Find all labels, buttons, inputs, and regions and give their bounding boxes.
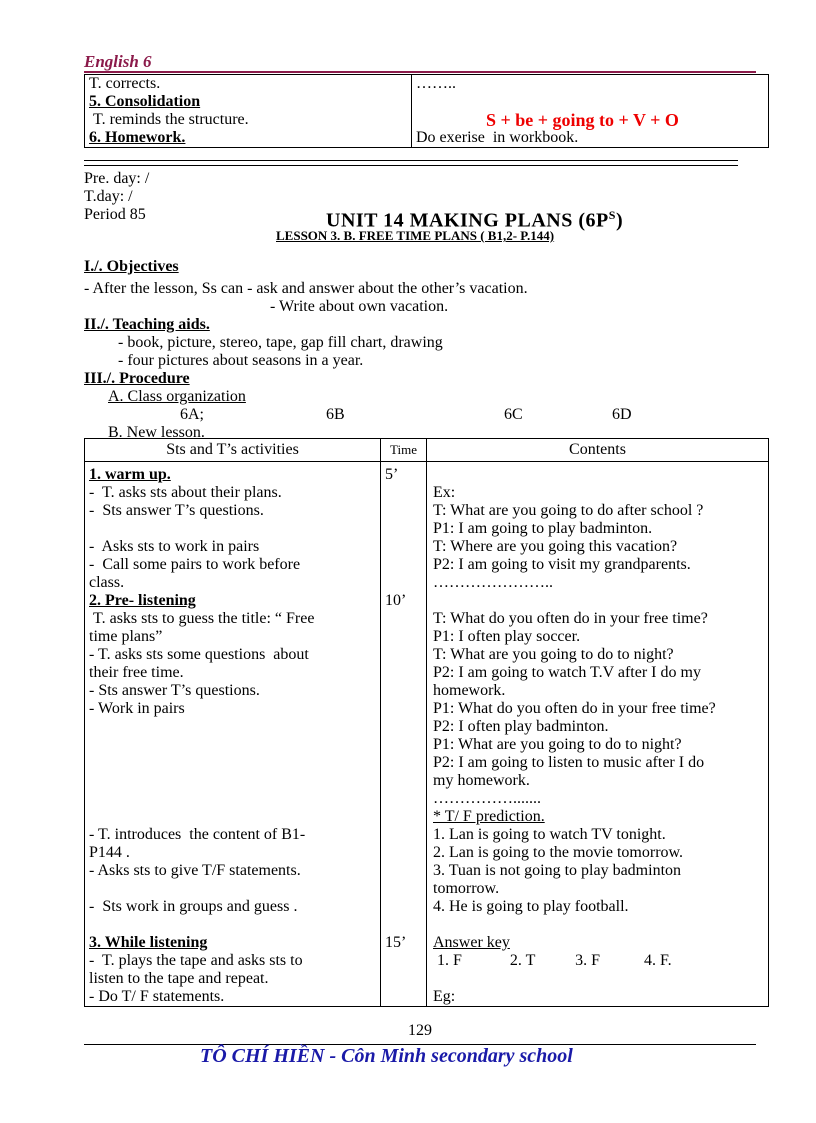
activity-line: - Do T/ F statements. <box>89 988 225 1005</box>
separator-line <box>84 160 738 161</box>
activity-line <box>89 790 376 808</box>
content-line: 3. Tuan is not going to play badminton <box>433 862 682 879</box>
activity-line <box>89 520 376 538</box>
content-line: 2. Lan is going to the movie tomorrow. <box>433 844 684 861</box>
time-value <box>385 736 422 754</box>
activity-line: 2. Pre- listening <box>89 592 196 609</box>
content-line: P2: I am going to listen to music after I do <box>433 754 705 771</box>
time-value <box>385 718 422 736</box>
teaching-aid-item: - four pictures about seasons in a year. <box>118 352 364 369</box>
previous-lesson-table <box>84 74 769 148</box>
table-header-row <box>85 439 769 462</box>
time-value <box>385 808 422 826</box>
time-value <box>385 556 422 574</box>
column-header-activities: Sts and T’s activities <box>85 439 381 462</box>
time-value <box>385 664 422 682</box>
column-header-contents: Contents <box>427 439 769 462</box>
time-value <box>385 646 422 664</box>
activity-line <box>89 718 376 736</box>
previous-line: T. corrects. <box>89 75 161 92</box>
class-name: 6C <box>504 406 523 423</box>
lesson-title: LESSON 3. B. FREE TIME PLANS ( B1,2- P.144) <box>276 228 555 243</box>
content-line: T: What are you going to do to night? <box>433 646 674 663</box>
content-line: T: Where are you going this vacation? <box>433 538 678 555</box>
activity-line <box>89 880 376 898</box>
content-line: P2: I am going to visit my grandparents. <box>433 556 691 573</box>
content-line: Answer key <box>433 934 510 951</box>
activity-line: - Call some pairs to work before <box>89 556 301 573</box>
unit-title: UNIT 14 MAKING PLANS $(6P^S)$ <box>326 208 624 232</box>
objectives-heading: I./. Objectives <box>84 258 179 275</box>
structure-formula: S + be + going to + V + O <box>486 110 679 130</box>
objectives-line: - After the lesson, Ss can - ask and answer about the other’s vacation. <box>84 280 528 297</box>
activity-line: their free time. <box>89 664 184 681</box>
activity-line: - T. introduces the content of B1- <box>89 826 306 843</box>
content-line <box>433 592 762 610</box>
time-value: 10’ <box>385 592 407 609</box>
content-line: tomorrow. <box>433 880 500 897</box>
activity-line: - Asks sts to give T/F statements. <box>89 862 301 879</box>
homework-text: Do exerise in workbook. <box>416 129 579 146</box>
period: Period 85 <box>84 206 146 223</box>
footer-author: TÔ CHÍ HIỀN - Côn Minh secondary school <box>200 1045 573 1067</box>
content-line: P1: What do you often do in your free time? <box>433 700 716 717</box>
objectives-line: - Write about own vacation. <box>270 298 449 315</box>
content-line: 1. F 2. T 3. F 4. F. <box>433 952 672 969</box>
procedure-heading: III./. Procedure <box>84 370 190 387</box>
consolidation-heading: 5. Consolidation <box>89 93 201 110</box>
content-line: P2: I often play badminton. <box>433 718 609 735</box>
time-value: 5’ <box>385 466 399 483</box>
activity-line: 3. While listening <box>89 934 208 951</box>
page-number: 129 <box>408 1022 432 1039</box>
previous-right-cell <box>412 75 769 148</box>
activity-line <box>89 772 376 790</box>
activities-cell <box>85 462 381 1007</box>
class-name: 6B <box>326 406 345 423</box>
time-value <box>385 844 422 862</box>
activity-line <box>89 808 376 826</box>
content-line: 1. Lan is going to watch TV tonight. <box>433 826 666 843</box>
activity-line: T. asks sts to guess the title: “ Free <box>89 610 315 627</box>
homework-heading: 6. Homework. <box>89 129 186 146</box>
activity-line: - T. plays the tape and asks sts to <box>89 952 303 969</box>
ellipsis: …….. <box>416 75 456 92</box>
time-value <box>385 862 422 880</box>
time-value <box>385 898 422 916</box>
previous-left-cell <box>85 75 412 148</box>
activity-line <box>89 754 376 772</box>
activity-line: - Sts work in groups and guess . <box>89 898 298 915</box>
previous-line: T. reminds the structure. <box>89 111 249 128</box>
content-line: T: What do you often do in your free time? <box>433 610 708 627</box>
time-value <box>385 502 422 520</box>
class-name: 6D <box>612 406 632 423</box>
time-value <box>385 700 422 718</box>
activity-line: - Work in pairs <box>89 700 185 717</box>
content-line: Ex: <box>433 484 456 501</box>
time-value: 15’ <box>385 934 407 951</box>
content-line: * T/ F prediction. <box>433 808 545 825</box>
content-line: homework. <box>433 682 506 699</box>
activity-line: class. <box>89 574 125 591</box>
time-value <box>385 520 422 538</box>
table-body-row <box>85 462 769 1007</box>
lesson-table <box>84 438 769 1007</box>
contents-cell <box>427 462 769 1007</box>
pre-day: Pre. day: / <box>84 170 150 187</box>
column-header-time: Time <box>381 439 427 462</box>
time-value <box>385 880 422 898</box>
time-cell <box>381 462 427 1007</box>
activity-line: 1. warm up. <box>89 466 171 483</box>
class-name: 6A; <box>180 406 204 423</box>
time-value <box>385 538 422 556</box>
content-line: T: What are you going to do after school ? <box>433 502 704 519</box>
time-value <box>385 484 422 502</box>
time-value <box>385 772 422 790</box>
activity-line: - Sts answer T’s questions. <box>89 682 260 699</box>
activity-line: - Sts answer T’s questions. <box>89 502 264 519</box>
activity-line: - T. asks sts some questions about <box>89 646 309 663</box>
content-line: P1: I often play soccer. <box>433 628 581 645</box>
activity-line <box>89 916 376 934</box>
time-value <box>385 754 422 772</box>
teaching-aids-heading: II./. Teaching aids. <box>84 316 210 333</box>
time-value <box>385 790 422 808</box>
time-value <box>385 682 422 700</box>
content-line <box>433 970 762 988</box>
content-line: my homework. <box>433 772 530 789</box>
content-line <box>433 916 762 934</box>
activity-line: - T. asks sts about their plans. <box>89 484 282 501</box>
content-line: 4. He is going to play football. <box>433 898 629 915</box>
teaching-aid-item: - book, picture, stereo, tape, gap fill chart, drawing <box>118 334 443 351</box>
activity-line: - Asks sts to work in pairs <box>89 538 260 555</box>
content-line <box>433 466 762 484</box>
time-value <box>385 916 422 934</box>
separator-line <box>84 165 738 166</box>
subject-header: English 6 <box>84 52 152 71</box>
new-lesson: B. New lesson. <box>108 424 205 441</box>
content-line: Eg: <box>433 988 456 1005</box>
content-line: ………………….. <box>433 574 553 591</box>
time-value <box>385 628 422 646</box>
teaching-day: T.day: / <box>84 188 133 205</box>
header-rule <box>84 71 756 73</box>
activity-line: P144 . <box>89 844 130 861</box>
time-value <box>385 610 422 628</box>
activity-line <box>89 736 376 754</box>
class-organization: A. Class organization <box>108 388 246 405</box>
content-line: P2: I am going to watch T.V after I do my <box>433 664 701 681</box>
activity-line: listen to the tape and repeat. <box>89 970 269 987</box>
time-value <box>385 574 422 592</box>
content-line: P1: What are you going to do to night? <box>433 736 682 753</box>
activity-line: time plans” <box>89 628 163 645</box>
time-value <box>385 826 422 844</box>
content-line: P1: I am going to play badminton. <box>433 520 653 537</box>
content-line: ……………....... <box>433 790 541 807</box>
